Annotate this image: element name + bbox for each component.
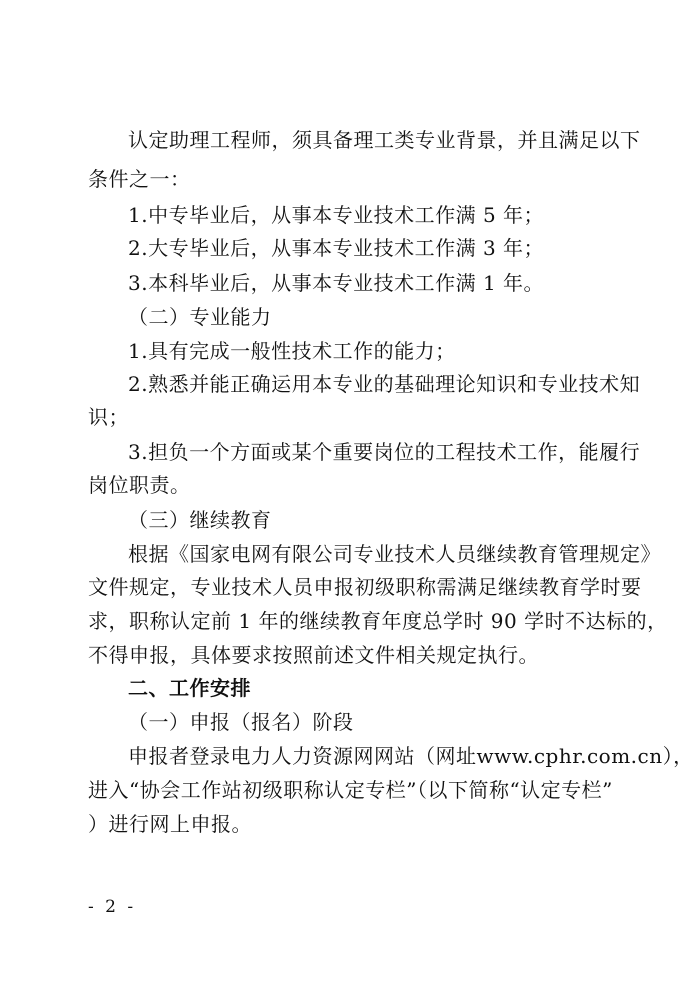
section-heading: （二）专业能力	[128, 305, 272, 329]
list-item: 1.中专毕业后，从事本专业技术工作满 5 年；	[128, 203, 545, 227]
list-item: 1.具有完成一般性技术工作的能力；	[128, 339, 456, 363]
paragraph-line: ）进行网上申报。	[88, 812, 252, 836]
paragraph-line: 不得申报，具体要求按照前述文件相关规定执行。	[88, 643, 539, 667]
list-item: 2.大专毕业后，从事本专业技术工作满 3 年；	[128, 236, 545, 260]
list-item-continuation: 岗位职责。	[88, 473, 191, 497]
paragraph-line: 条件之一：	[88, 167, 191, 191]
paragraph-line: 认定助理工程师，须具备理工类专业背景，并且满足以下	[128, 128, 641, 152]
list-item: 3.本科毕业后，从事本专业技术工作满 1 年。	[128, 271, 545, 295]
paragraph-line: 进入“协会工作站初级职称认定专栏”（以下简称“认定专栏”	[88, 778, 613, 802]
paragraph-line: 根据《国家电网有限公司专业技术人员继续教育管理规定》	[128, 542, 661, 566]
list-item: 2.熟悉并能正确运用本专业的基础理论知识和专业技术知	[128, 372, 641, 396]
paragraph-line: 求，职称认定前 1 年的继续教育年度总学时 90 学时不达标的，	[88, 609, 668, 633]
section-heading: （一）申报（报名）阶段	[128, 710, 354, 734]
paragraph-line: 申报者登录电力人力资源网网站（网址www.cphr.com.cn），	[128, 744, 694, 768]
list-item: 3.担负一个方面或某个重要岗位的工程技术工作，能履行	[128, 440, 641, 464]
page-number: - 2 -	[88, 897, 137, 917]
section-heading: （三）继续教育	[128, 508, 272, 532]
paragraph-line: 文件规定，专业技术人员申报初级职称需满足继续教育学时要	[88, 575, 642, 599]
list-item-continuation: 识；	[88, 405, 129, 429]
chapter-heading: 二、工作安排	[128, 676, 251, 700]
